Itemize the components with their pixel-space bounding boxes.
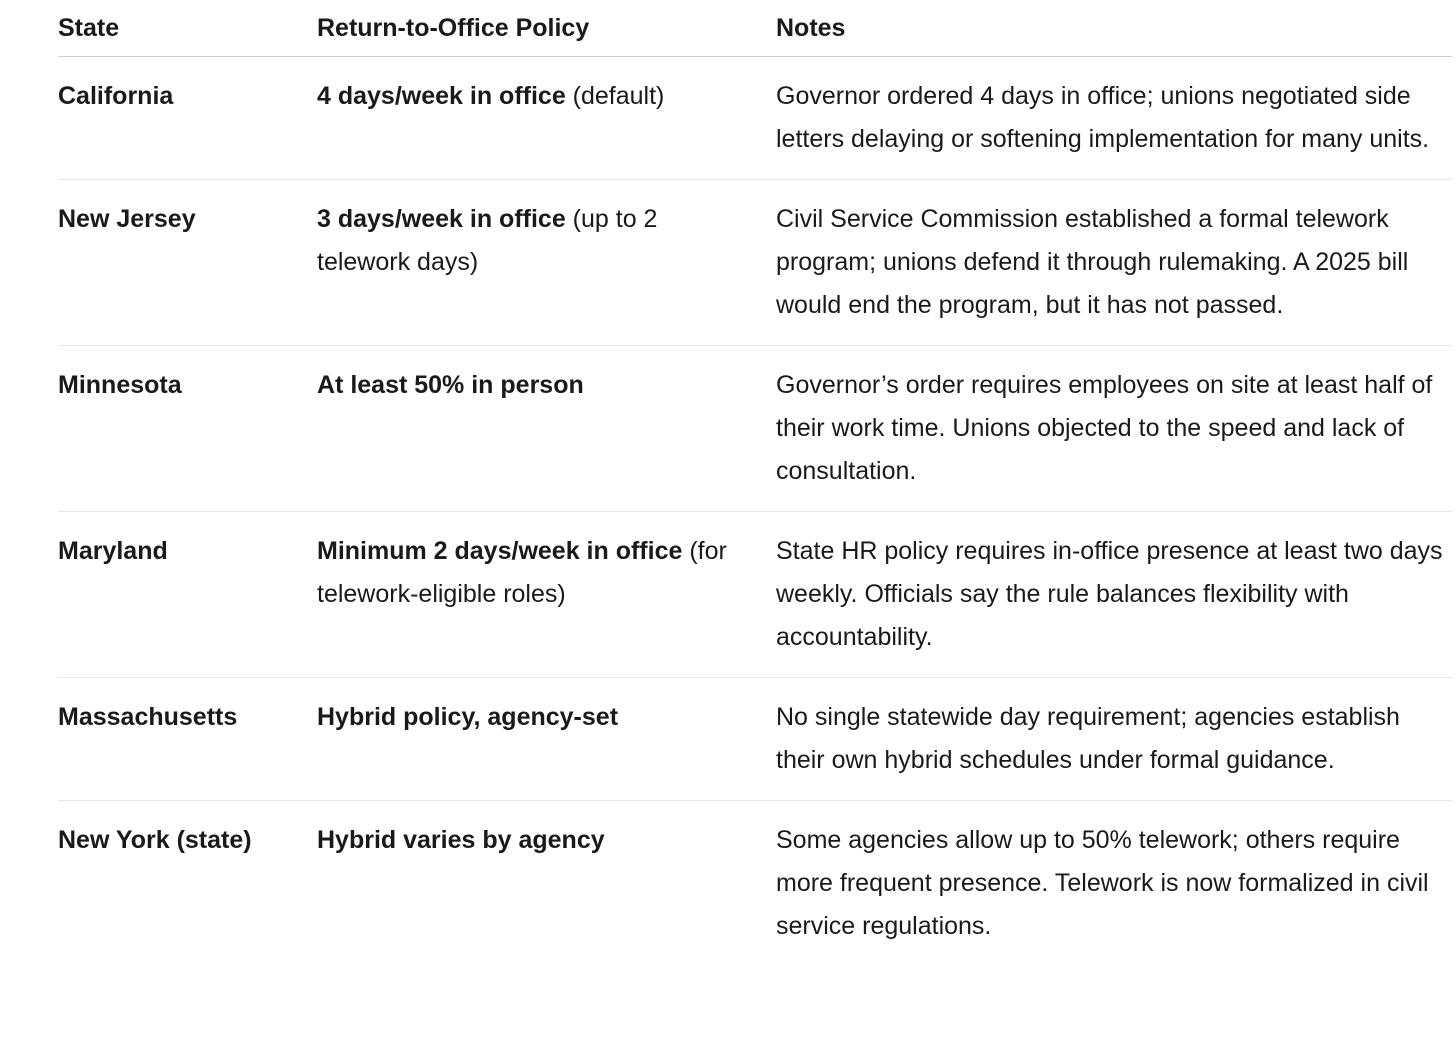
policy-cell bbox=[317, 180, 776, 345]
notes-cell: Governor’s order requires employees on site at least half of their work time. Unions objected to the speed and lack of consultation. bbox=[776, 371, 1433, 485]
header-notes: Notes bbox=[776, 14, 846, 42]
policy-detail: (default) bbox=[565, 82, 665, 110]
table-row bbox=[58, 512, 1452, 678]
state-cell: Massachusetts bbox=[58, 703, 238, 731]
state-cell: Maryland bbox=[58, 537, 168, 565]
state-cell: California bbox=[58, 82, 174, 110]
policy-cell bbox=[317, 512, 776, 677]
header-policy: Return-to-Office Policy bbox=[317, 14, 590, 42]
table-row bbox=[58, 801, 1452, 966]
notes-cell: No single statewide day requirement; agencies establish their own hybrid schedules under formal guidance. bbox=[776, 703, 1400, 774]
policy-detail: (up to 2 telework days) bbox=[317, 205, 658, 276]
table-row bbox=[58, 346, 1452, 512]
notes-cell: State HR policy requires in-office presence at least two days weekly. Officials say the rule balances flexibility with accountability. bbox=[776, 537, 1443, 651]
table-row bbox=[58, 678, 1452, 801]
policy-cell bbox=[317, 57, 776, 179]
policy-main: 4 days/week in office bbox=[317, 82, 566, 110]
table-row bbox=[58, 57, 1452, 180]
header-state: State bbox=[58, 14, 120, 42]
notes-cell: Governor ordered 4 days in office; unions negotiated side letters delaying or softening implementation for many units. bbox=[776, 82, 1430, 153]
policy-main: At least 50% in person bbox=[317, 371, 584, 399]
policy-detail: (for telework-eligible roles) bbox=[317, 537, 727, 608]
policy-cell bbox=[317, 346, 776, 511]
policy-cell bbox=[317, 801, 776, 966]
policy-cell bbox=[317, 678, 776, 800]
rto-policy-table bbox=[58, 0, 1452, 966]
policy-main: 3 days/week in office bbox=[317, 205, 566, 233]
state-cell: New Jersey bbox=[58, 205, 196, 233]
state-cell: New York (state) bbox=[58, 826, 252, 854]
table-header-row bbox=[58, 0, 1452, 57]
policy-main: Minimum 2 days/week in office bbox=[317, 537, 683, 565]
table-row bbox=[58, 180, 1452, 346]
policy-main: Hybrid policy, agency-set bbox=[317, 703, 619, 731]
policy-main: Hybrid varies by agency bbox=[317, 826, 605, 854]
notes-cell: Civil Service Commission established a formal telework program; unions defend it through rulemaking. A 2025 bill would end the program, but it has not passed. bbox=[776, 205, 1409, 319]
notes-cell: Some agencies allow up to 50% telework; others require more frequent presence. Telework is now formalized in civil service regulations. bbox=[776, 826, 1429, 940]
state-cell: Minnesota bbox=[58, 371, 182, 399]
